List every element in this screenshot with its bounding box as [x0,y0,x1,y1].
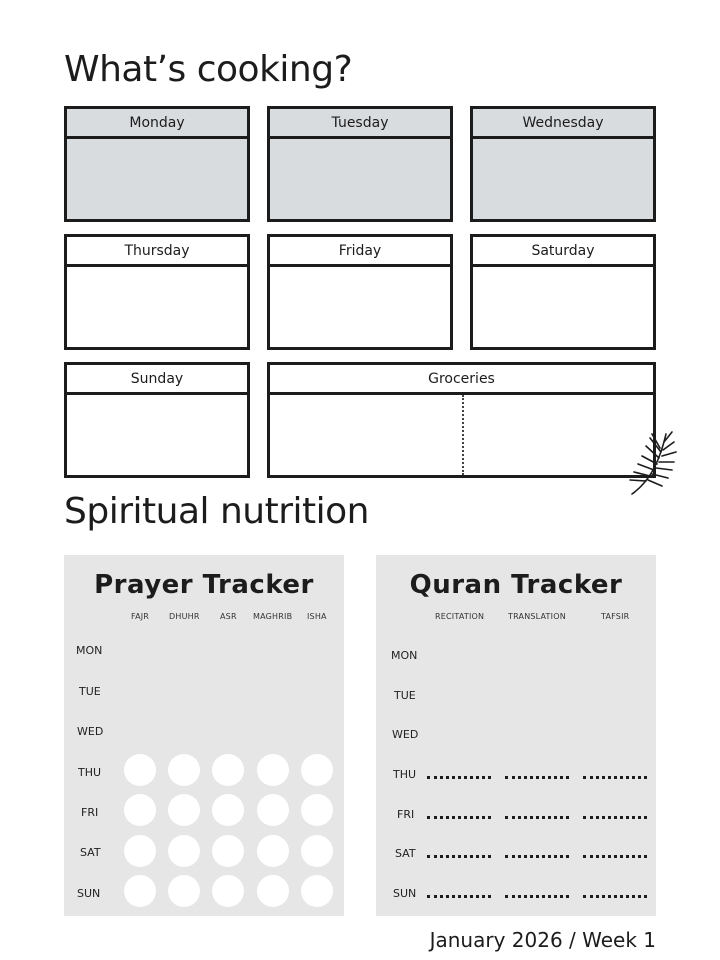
prayer-checkbox-sun-fajr[interactable] [124,875,156,907]
palm-leaf-icon [626,428,678,498]
quran-entry-thu-tafsir[interactable] [583,776,647,779]
prayer-row-sat: SAT [80,846,101,859]
prayer-checkbox-fri-maghrib[interactable] [257,794,289,826]
quran-col-translation: TRANSLATION [508,612,566,621]
day-label-thursday: Thursday [67,237,247,267]
quran-entry-sun-translation[interactable] [505,895,569,898]
day-notes-friday[interactable] [270,267,450,347]
day-box-tuesday[interactable] [267,106,453,222]
prayer-checkbox-sun-maghrib[interactable] [257,875,289,907]
prayer-tracker-title: Prayer Tracker [94,570,314,600]
prayer-checkbox-sun-dhuhr[interactable] [168,875,200,907]
prayer-checkbox-fri-asr[interactable] [212,794,244,826]
day-notes-saturday[interactable] [473,267,653,347]
prayer-col-isha: ISHA [307,612,327,621]
prayer-checkbox-thu-asr[interactable] [212,754,244,786]
day-notes-tuesday[interactable] [270,139,450,219]
prayer-checkbox-fri-fajr[interactable] [124,794,156,826]
day-label-tuesday: Tuesday [270,109,450,139]
prayer-col-dhuhr: DHUHR [169,612,200,621]
quran-entry-thu-recitation[interactable] [427,776,491,779]
meal-plan-title: What’s cooking? [64,49,353,90]
prayer-checkbox-fri-isha[interactable] [301,794,333,826]
day-label-friday: Friday [270,237,450,267]
prayer-checkbox-sun-asr[interactable] [212,875,244,907]
quran-row-thu: THU [393,768,417,781]
day-notes-monday[interactable] [67,139,247,219]
prayer-col-asr: ASR [220,612,237,621]
prayer-row-fri: FRI [81,806,99,819]
prayer-checkbox-sun-isha[interactable] [301,875,333,907]
groceries-label: Groceries [270,365,653,395]
quran-row-fri: FRI [397,808,415,821]
quran-col-tafsir: TAFSIR [601,612,630,621]
prayer-checkbox-sat-fajr[interactable] [124,835,156,867]
quran-entry-sat-translation[interactable] [505,855,569,858]
prayer-row-sun: SUN [77,887,101,900]
prayer-tracker-panel [64,555,344,916]
groceries-divider [462,395,464,475]
day-box-wednesday[interactable] [470,106,656,222]
prayer-checkbox-fri-dhuhr[interactable] [168,794,200,826]
prayer-row-tue: TUE [79,685,101,698]
quran-entry-sat-tafsir[interactable] [583,855,647,858]
day-notes-thursday[interactable] [67,267,247,347]
day-box-friday[interactable] [267,234,453,350]
day-box-saturday[interactable] [470,234,656,350]
day-label-sunday: Sunday [67,365,247,395]
quran-row-mon: MON [391,649,418,662]
day-box-monday[interactable] [64,106,250,222]
prayer-checkbox-sat-maghrib[interactable] [257,835,289,867]
footer-date-week: January 2026 / Week 1 [429,928,656,952]
day-box-thursday[interactable] [64,234,250,350]
prayer-checkbox-sat-isha[interactable] [301,835,333,867]
prayer-checkbox-thu-maghrib[interactable] [257,754,289,786]
prayer-row-mon: MON [76,644,103,657]
quran-entry-sat-recitation[interactable] [427,855,491,858]
prayer-checkbox-thu-fajr[interactable] [124,754,156,786]
quran-row-sun: SUN [393,887,417,900]
day-label-saturday: Saturday [473,237,653,267]
quran-entry-fri-translation[interactable] [505,816,569,819]
spiritual-title: Spiritual nutrition [64,491,369,532]
quran-col-recitation: RECITATION [435,612,485,621]
prayer-row-thu: THU [78,766,102,779]
quran-entry-sun-tafsir[interactable] [583,895,647,898]
quran-entry-sun-recitation[interactable] [427,895,491,898]
quran-row-tue: TUE [394,689,416,702]
quran-entry-fri-recitation[interactable] [427,816,491,819]
groceries-list[interactable] [270,395,653,475]
prayer-row-wed: WED [77,725,104,738]
day-label-monday: Monday [67,109,247,139]
quran-row-wed: WED [392,728,419,741]
prayer-col-fajr: FAJR [131,612,150,621]
day-notes-wednesday[interactable] [473,139,653,219]
prayer-checkbox-sat-dhuhr[interactable] [168,835,200,867]
prayer-checkbox-sat-asr[interactable] [212,835,244,867]
day-notes-sunday[interactable] [67,395,247,475]
prayer-checkbox-thu-dhuhr[interactable] [168,754,200,786]
quran-entry-thu-translation[interactable] [505,776,569,779]
quran-tracker-title: Quran Tracker [409,570,623,600]
quran-row-sat: SAT [395,847,416,860]
prayer-checkbox-thu-isha[interactable] [301,754,333,786]
day-label-wednesday: Wednesday [473,109,653,139]
quran-entry-fri-tafsir[interactable] [583,816,647,819]
day-box-sunday[interactable] [64,362,250,478]
prayer-col-maghrib: MAGHRIB [253,612,293,621]
groceries-box[interactable] [267,362,656,478]
